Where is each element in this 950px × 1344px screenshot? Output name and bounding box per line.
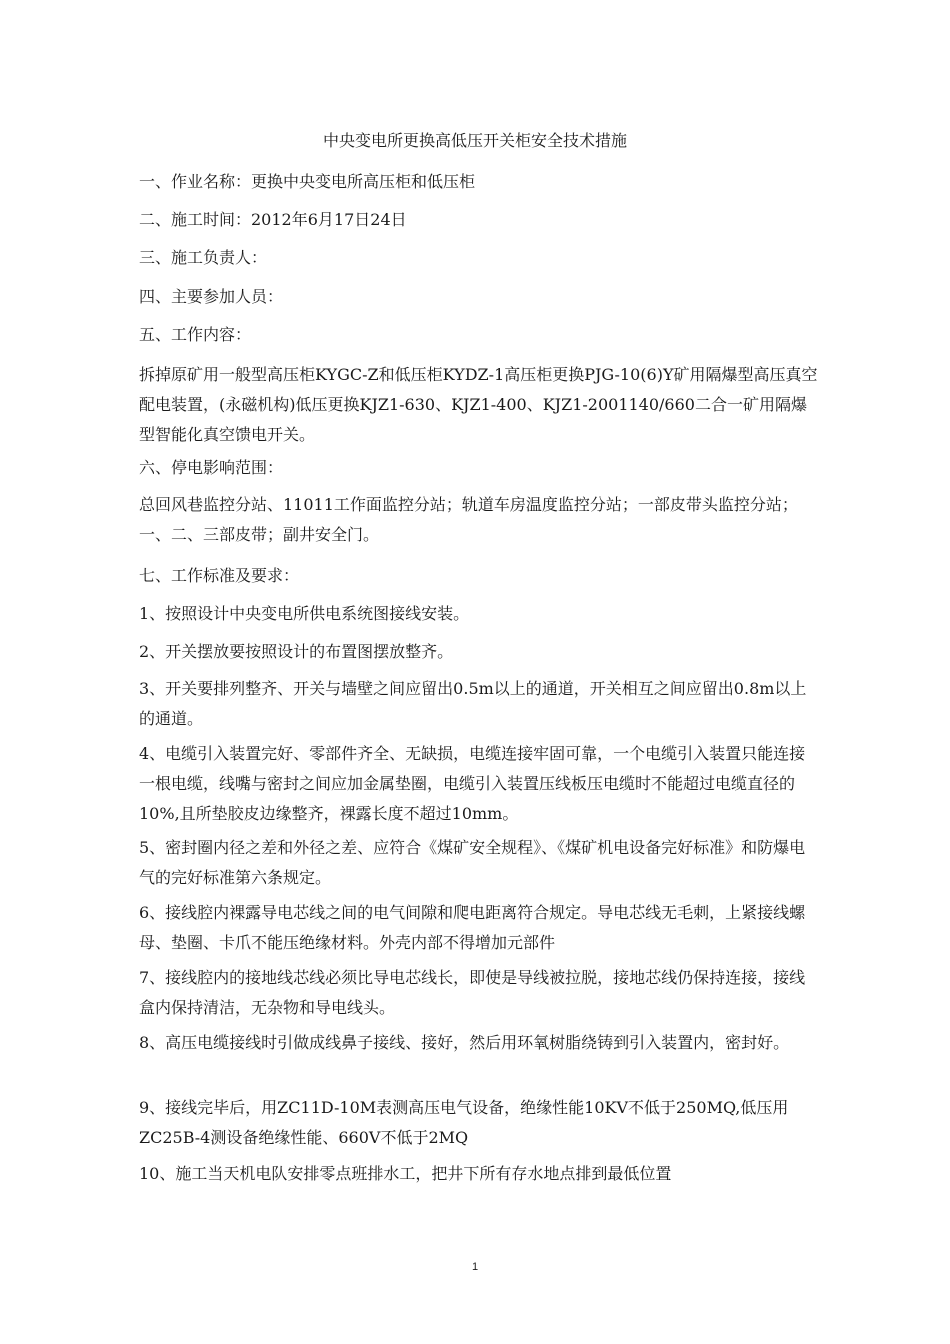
section-person-in-charge: 三、施工负责人：: [139, 248, 268, 267]
requirement-item: 6、接线腔内裸露导电芯线之间的电气间隙和爬电距离符合规定。导电芯线无毛刺，上紧接线螺母、垫圈、卡爪不能压绝缘材料。外壳内部不得增加元部件: [139, 903, 806, 952]
section-construction-time: 二、施工时间：2012年6月17日24日: [139, 210, 407, 229]
requirement-item: 1、按照设计中央变电所供电系统图接线安装。: [139, 604, 470, 623]
requirement-item: 4、电缆引入装置完好、零部件齐全、无缺损，电缆连接牢固可靠，一个电缆引入装置只能连接一根电缆，线嘴与密封之间应加金属垫圈，电缆引入装置压线板压电缆时不能超过电缆直径的10%,且所垫胶皮边缘整齐，裸露长度不超过10mm。: [139, 744, 806, 823]
requirement-item: 7、接线腔内的接地线芯线必须比导电芯线长，即使是导线被拉脱，接地芯线仍保持连接，接线盒内保持清洁，无杂物和导电线头。: [139, 968, 806, 1017]
section-job-name: 一、作业名称：更换中央变电所高压柜和低压柜: [139, 172, 476, 191]
requirement-item: 10、施工当天机电队安排零点班排水工，把井下所有存水地点排到最低位置: [139, 1164, 672, 1183]
document-title: 中央变电所更换高低压开关柜安全技术措施: [322, 131, 627, 150]
requirement-item: 9、接线完毕后，用ZC11D-10M表测高压电气设备，绝缘性能10KV不低于250MQ,低压用ZC25B-4测设备绝缘性能、660V不低于2MQ: [139, 1098, 789, 1147]
requirement-item: 3、开关要排列整齐、开关与墙壁之间应留出0.5m以上的通道，开关相互之间应留出0.8m以上的通道。: [139, 679, 807, 728]
requirement-item: 8、高压电缆接线时引做成线鼻子接线、接好，然后用环氧树脂绕铸到引入装置内，密封好。: [139, 1033, 790, 1052]
section-work-standards: 七、工作标准及要求：: [139, 566, 300, 585]
section-main-participants: 四、主要参加人员：: [139, 287, 284, 306]
page-number: 1: [471, 1261, 479, 1273]
outage-scope-body: 总回风巷监控分站、11011工作面监控分站；轨道车房温度监控分站；一部皮带头监控分站；一、二、三部皮带；副井安全门。: [139, 495, 798, 544]
section-outage-scope: 六、停电影响范围：: [139, 458, 284, 477]
requirement-item: 2、开关摆放要按照设计的布置图摆放整齐。: [139, 642, 454, 661]
requirement-item: 5、密封圈内径之差和外径之差、应符合《煤矿安全规程》、《煤矿机电设备完好标准》和防爆电气的完好标准第六条规定。: [139, 838, 806, 887]
section-work-content: 五、工作内容：: [139, 325, 252, 344]
work-content-body: 拆掉原矿用一般型高压柜KYGC-Z和低压柜KYDZ-1高压柜更换PJG-10(6)Y矿用隔爆型高压真空配电装置，(永磁机构)低压更换KJZ1-630、KJZ1-400、KJZ1-2001140/660二合一矿用隔爆型智能化真空馈电开关。: [139, 365, 818, 444]
